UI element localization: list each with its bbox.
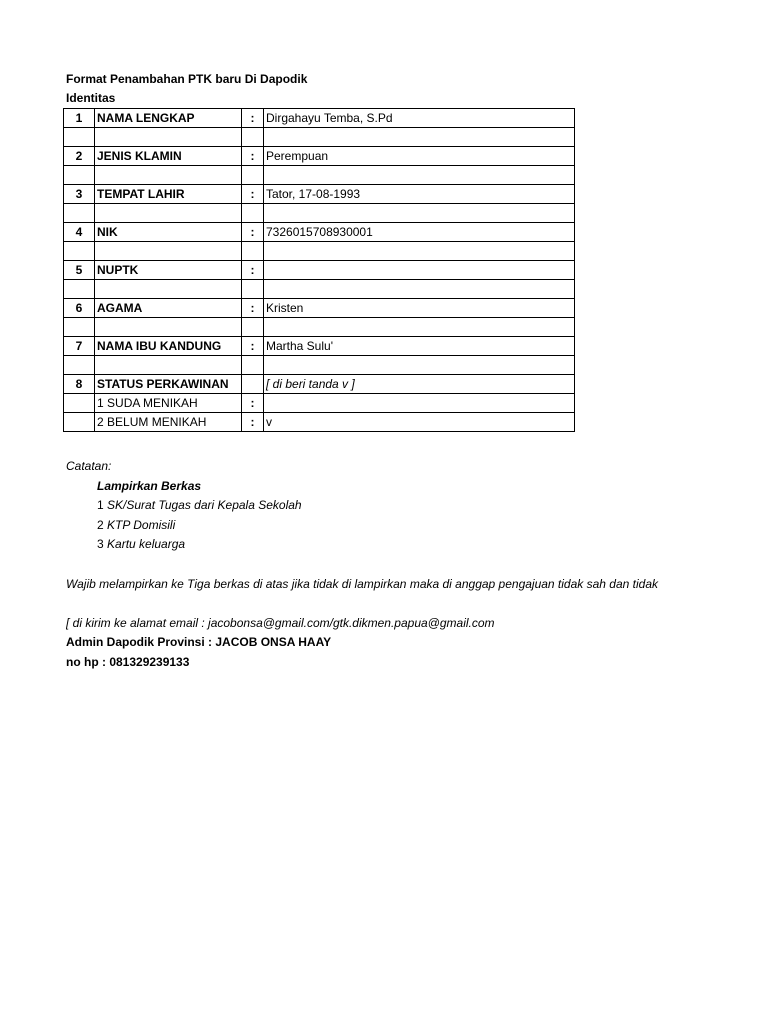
field-label: JENIS KLAMIN (95, 147, 242, 166)
table-row (64, 375, 575, 394)
field-value: Dirgahayu Temba, S.Pd (264, 109, 575, 128)
field-label: NIK (95, 223, 242, 242)
table-row (64, 261, 575, 280)
colon-separator: : (242, 394, 264, 413)
option-number: 1 (97, 396, 104, 410)
identity-table (63, 108, 575, 432)
field-label: AGAMA (95, 299, 242, 318)
colon-separator: : (242, 337, 264, 356)
option-text: SUDA MENIKAH (107, 396, 198, 410)
option-number: 2 (97, 415, 104, 429)
attachments-title: Lampirkan Berkas (97, 478, 202, 493)
spacer-row (64, 166, 575, 185)
field-label: STATUS PERKAWINAN (95, 375, 242, 394)
attachment-item (66, 516, 766, 536)
notes-heading: Catatan: (66, 459, 112, 473)
row-number: 6 (64, 299, 95, 318)
row-number: 8 (64, 375, 95, 394)
option-row (64, 394, 575, 413)
option-row (64, 413, 575, 432)
attachment-text: KTP Domisili (107, 517, 176, 532)
spacer (66, 594, 766, 614)
colon-separator: : (242, 261, 264, 280)
table-row (64, 147, 575, 166)
document-title: Format Penambahan PTK baru Di Dapodik (66, 72, 308, 86)
field-label: NAMA LENGKAP (95, 109, 242, 128)
notes-section (66, 457, 766, 673)
section-title: Identitas (66, 91, 116, 105)
table-row (64, 223, 575, 242)
row-number: 3 (64, 185, 95, 204)
field-value: Tator, 17-08-1993 (264, 185, 575, 204)
spacer (66, 555, 766, 575)
attachment-item (66, 496, 766, 516)
option-label (95, 394, 242, 413)
colon-separator: : (242, 223, 264, 242)
option-mark: v (264, 413, 575, 432)
option-mark (264, 394, 575, 413)
row-number: 7 (64, 337, 95, 356)
warning-text: Wajib melampirkan ke Tiga berkas di atas jika tidak di lampirkan maka di anggap pengajuan tidak sah dan tidak (66, 576, 659, 591)
email-instruction: [ di kirim ke alamat email : jacobonsa@gmail.com/gtk.dikmen.papua@gmail.com (66, 615, 495, 630)
row-number: 5 (64, 261, 95, 280)
option-text: BELUM MENIKAH (107, 415, 207, 429)
table-row (64, 185, 575, 204)
spacer-row (64, 128, 575, 147)
attachment-number: 1 (97, 498, 104, 513)
spacer-row (64, 242, 575, 261)
field-value: Kristen (264, 299, 575, 318)
spacer-row (64, 356, 575, 375)
field-value: 7326015708930001 (264, 223, 575, 242)
row-number: 2 (64, 147, 95, 166)
spacer-row (64, 204, 575, 223)
empty-cell (64, 394, 95, 413)
status-instruction: [ di beri tanda v ] (264, 375, 575, 394)
field-label: NAMA IBU KANDUNG (95, 337, 242, 356)
colon-separator: : (242, 413, 264, 432)
attachment-item (66, 535, 766, 555)
attachment-number: 2 (97, 517, 104, 532)
field-label: NUPTK (95, 261, 242, 280)
field-value: Martha Sulu' (264, 337, 575, 356)
phone-contact: no hp : 081329239133 (66, 654, 190, 669)
colon-separator: : (242, 185, 264, 204)
row-number: 4 (64, 223, 95, 242)
colon-separator: : (242, 109, 264, 128)
table-row (64, 109, 575, 128)
field-value: Perempuan (264, 147, 575, 166)
colon-separator: : (242, 299, 264, 318)
admin-contact: Admin Dapodik Provinsi : JACOB ONSA HAAY (66, 635, 332, 650)
empty-cell (64, 413, 95, 432)
attachment-text: Kartu keluarga (107, 537, 186, 552)
row-number: 1 (64, 109, 95, 128)
field-label: TEMPAT LAHIR (95, 185, 242, 204)
option-label (95, 413, 242, 432)
table-row (64, 337, 575, 356)
empty-cell (242, 375, 264, 394)
spacer-row (64, 318, 575, 337)
attachment-text: SK/Surat Tugas dari Kepala Sekolah (107, 498, 302, 513)
spacer-row (64, 280, 575, 299)
table-row (64, 299, 575, 318)
attachment-number: 3 (97, 537, 104, 552)
field-value (264, 261, 575, 280)
colon-separator: : (242, 147, 264, 166)
